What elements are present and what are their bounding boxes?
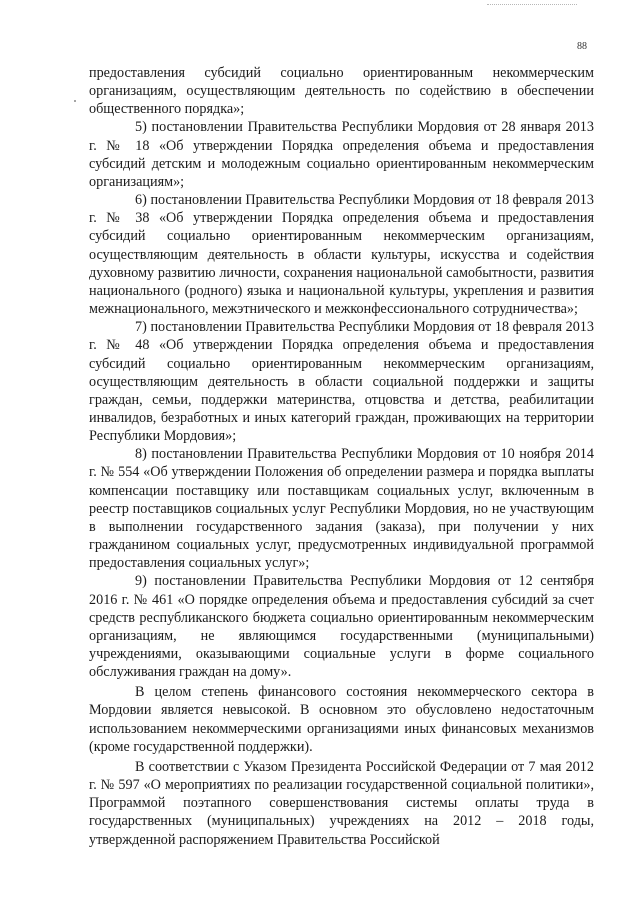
document-body <box>89 64 594 849</box>
scan-artifact <box>487 4 577 8</box>
list-item-8: 8) постановлении Правительства Республики Мордовия от 10 ноября 2014 г. № 554 «Об утверждении Положения об определении размера и порядка выплаты компенсации поставщику или поставщикам социальных услуг, включенным в реестр поставщиков социальных услуг Республики Мордовия, но не участвующим в выполнении государственного задания (заказа), при получении у них гражданином социальных услуг, предусмотренных индивидуальной программой предоставления социальных услуг»; <box>89 446 594 572</box>
list-item-7: 7) постановлении Правительства Республики Мордовия от 18 февраля 2013 г. № 48 «Об утверждении Порядка определения объема и предоставления субсидий социально ориентированным некоммерческим организациям, осуществляющим деятельность в области социальной поддержки и защиты граждан, семьи, поддержки материнства, отцовства и детства, реабилитации инвалидов, безработных и иных категорий граждан, проживающих на территории Республики Мордовия»; <box>89 319 594 445</box>
page-number: 88 <box>577 41 587 52</box>
margin-mark <box>74 100 76 102</box>
paragraph-financial-state: В целом степень финансового состояния некоммерческого сектора в Мордовии является невысокой. В основном это обусловлено недостаточным использованием некоммерческими организациями иных финансовых механизмов (кроме государственной поддержки). <box>89 684 594 755</box>
list-item-5: 5) постановлении Правительства Республики Мордовия от 28 января 2013 г. № 18 «Об утверждении Порядка определения объема и предоставления субсидий детским и молодежным социально ориентированным некоммерческим организациям»; <box>89 119 594 190</box>
list-item-9: 9) постановлении Правительства Республики Мордовия от 12 сентября 2016 г. № 461 «О порядке определения объема и предоставления субсидий за счет средств республиканского бюджета социально ориентированным некоммерческим организациям, не являющимся государственными (муниципальными) учреждениями, оказывающими социальные услуги в форме социального обслуживания граждан на дому». <box>89 573 594 681</box>
list-item-6: 6) постановлении Правительства Республики Мордовия от 18 февраля 2013 г. № 38 «Об утверждении Порядка определения объема и предоставления субсидий социально ориентированным некоммерческим организациям, осуществляющим деятельность в области культуры, искусства и содействия духовному развитию личности, сохранения национальной самобытности, развития национального (родного) языка и национальной культуры, укрепления и развития межнационального, межэтнического и межконфессионального сотрудничества»; <box>89 192 594 318</box>
paragraph-continuation: предоставления субсидий социально ориентированным некоммерческим организациям, осуществляющим деятельность по содействию в обеспечении общественного порядка»; <box>89 65 594 118</box>
paragraph-presidential-decree: В соответствии с Указом Президента Российской Федерации от 7 мая 2012 г. № 597 «О мероприятиях по реализации государственной социальной политики», Программой поэтапного совершенствования системы оплаты труда в государственных (муниципальных) учреждениях на 2012 – 2018 годы, утвержденной распоряжением Правительства Российской <box>89 758 594 848</box>
